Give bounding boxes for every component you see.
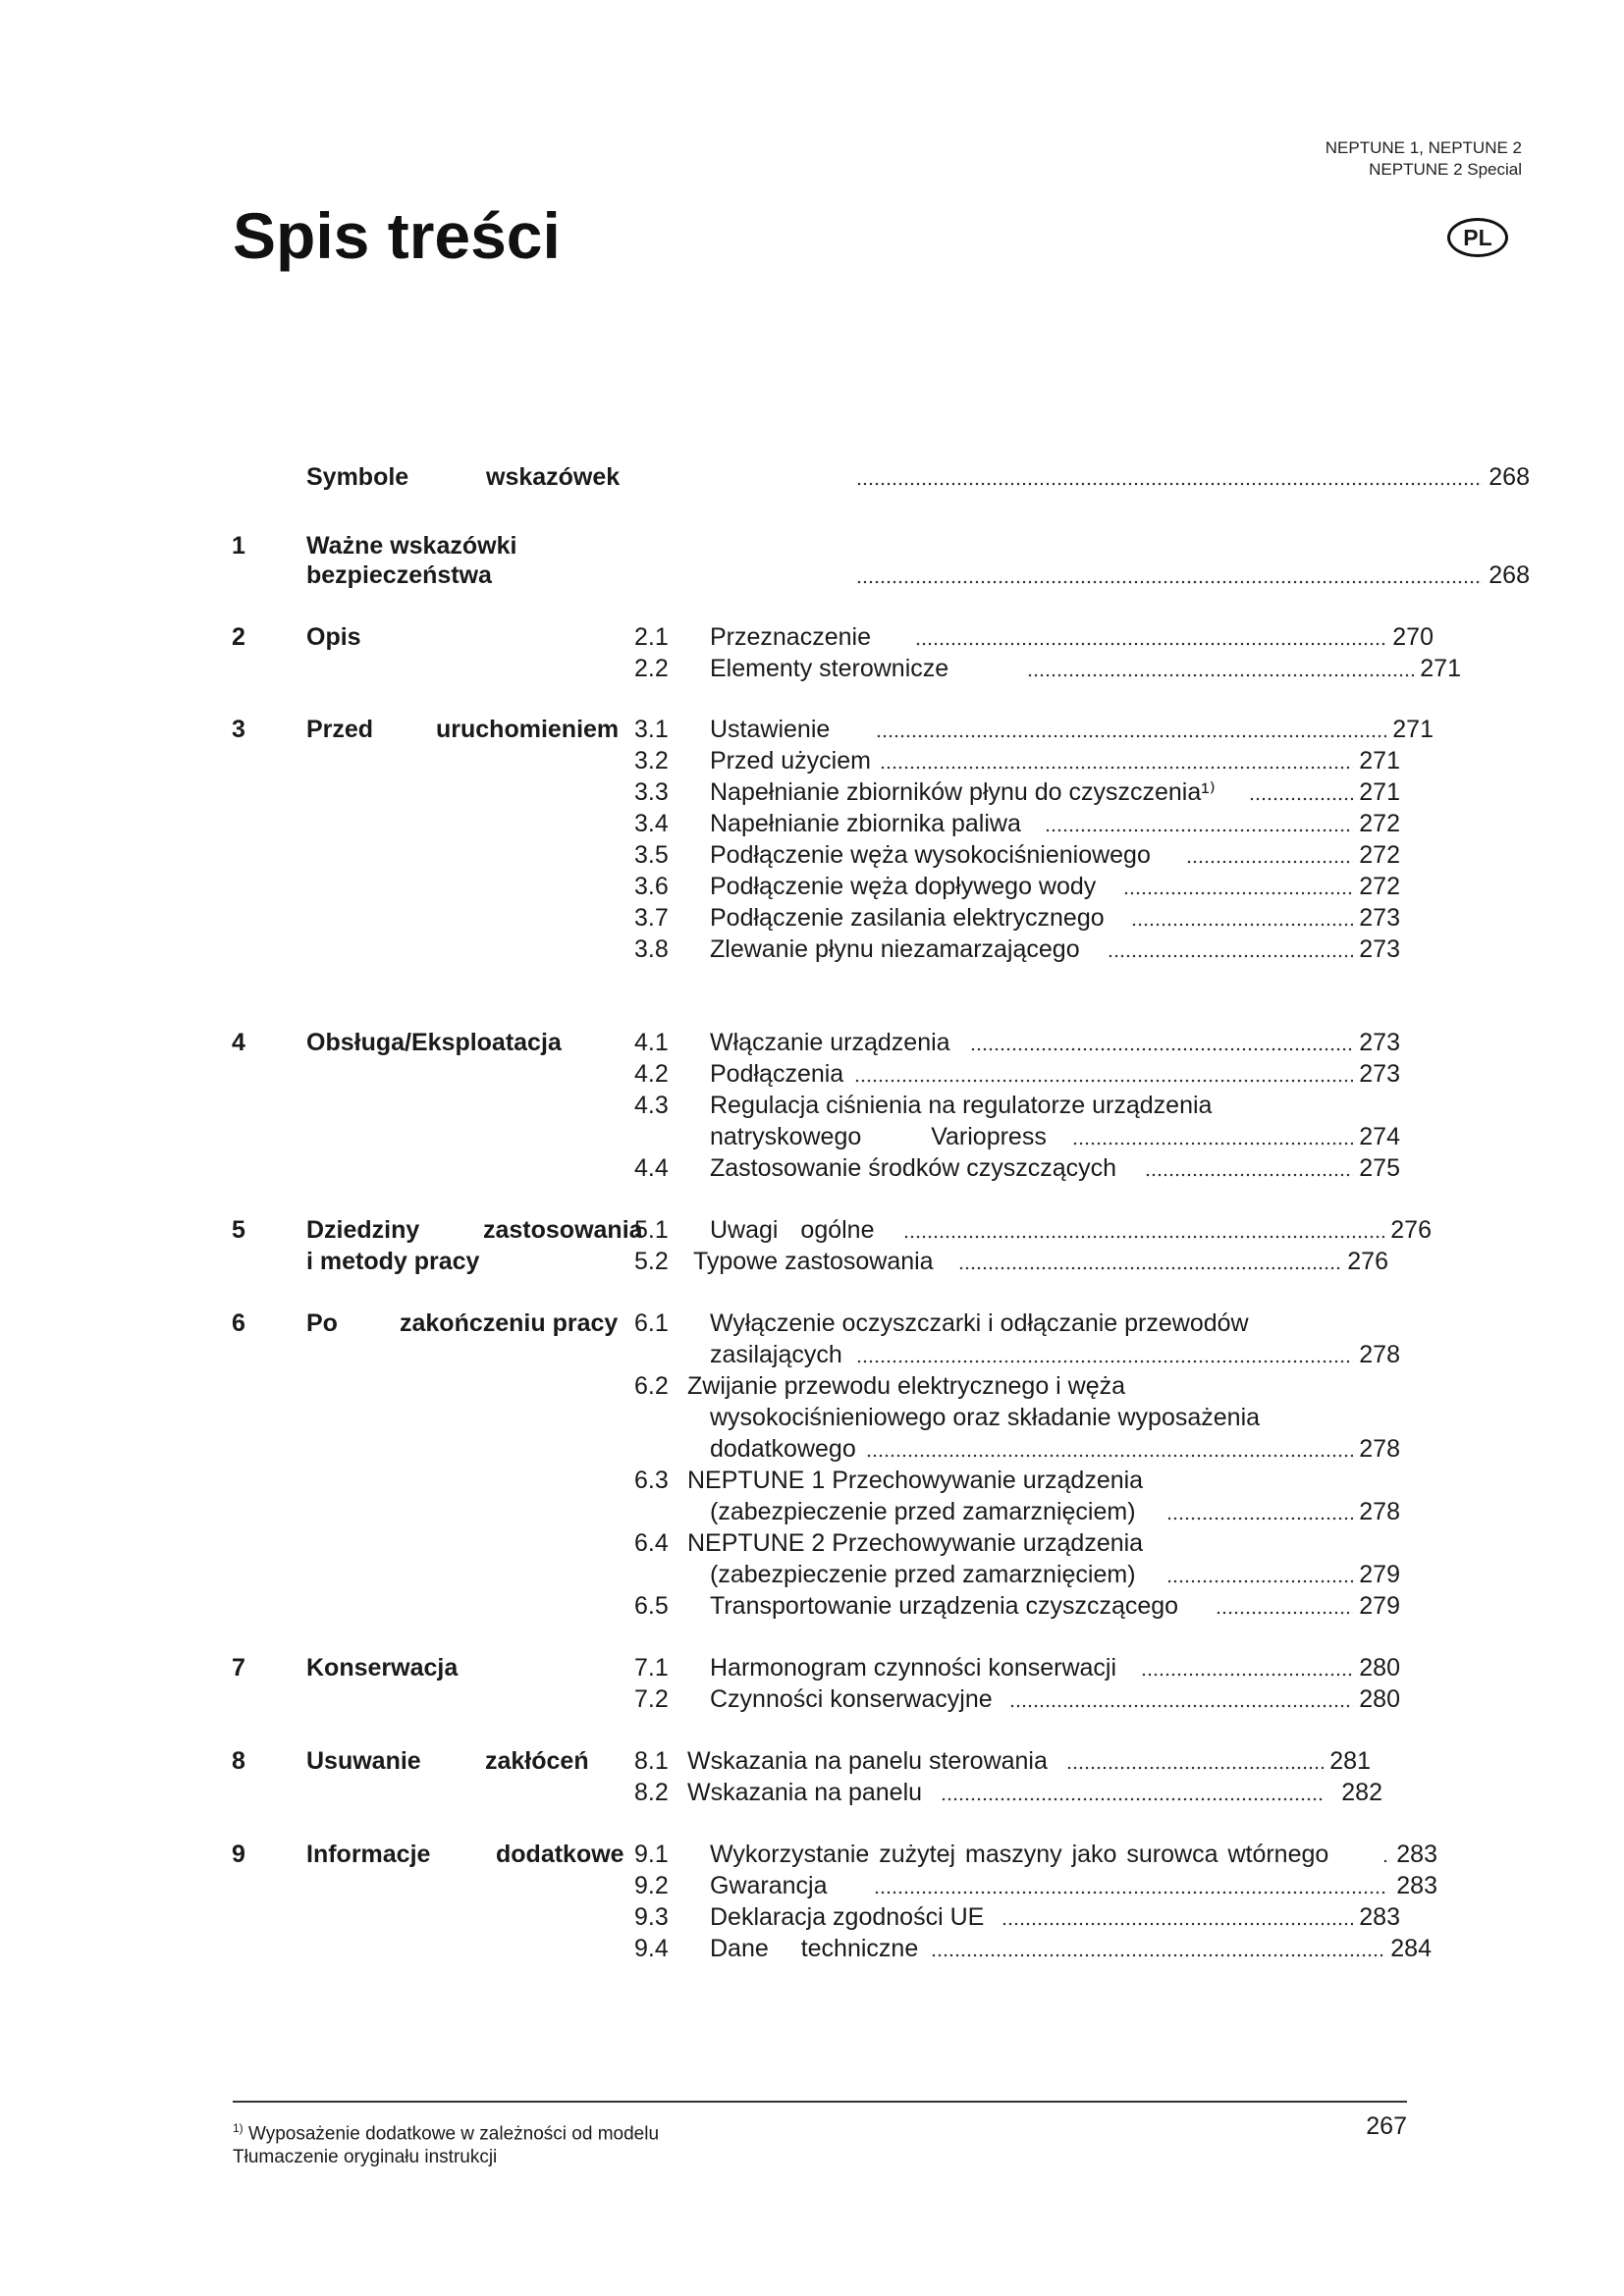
section-number: 2	[232, 623, 245, 651]
toc-page[interactable]: 283	[1396, 1872, 1437, 1899]
toc-entry[interactable]: Dane techniczne	[710, 1935, 919, 1962]
toc-entry[interactable]: Ustawienie	[710, 716, 831, 743]
toc-page[interactable]: 278	[1359, 1435, 1400, 1463]
footnote-line	[233, 2116, 659, 2146]
toc-subnumber: 9.2	[634, 1872, 669, 1899]
toc-section-2-title[interactable]: Opis	[306, 623, 361, 651]
toc-section-3-title-b[interactable]: uruchomieniem	[436, 716, 620, 743]
toc-section-6-title-b[interactable]: zakończeniu pracy	[400, 1309, 619, 1337]
dot-leader	[1141, 1652, 1353, 1678]
toc-section-5-title-line2[interactable]: i metody pracy	[306, 1248, 480, 1275]
dot-leader	[1249, 776, 1353, 802]
toc-section-5-title-b[interactable]: zastosowania	[483, 1216, 643, 1244]
dot-leader	[1166, 1559, 1353, 1584]
toc-page[interactable]: 271	[1392, 716, 1434, 743]
dot-leader	[854, 1058, 1353, 1084]
toc-page[interactable]: 273	[1359, 904, 1400, 932]
toc-entry-continued[interactable]: natryskowego Variopress	[710, 1123, 1047, 1150]
toc-entry-continued[interactable]: dodatkowego	[710, 1435, 856, 1463]
toc-subnumber: 8.1	[634, 1747, 669, 1775]
toc-section-5-title[interactable]: Dziedziny	[306, 1216, 420, 1244]
dot-leader	[1066, 1745, 1324, 1771]
dot-leader	[1216, 1590, 1353, 1616]
toc-section-1-title-line2[interactable]: bezpieczeństwa	[306, 561, 492, 589]
toc-page[interactable]: 273	[1359, 935, 1400, 963]
toc-page[interactable]: 278	[1359, 1498, 1400, 1525]
model-line-1: NEPTUNE 1, NEPTUNE 2	[1325, 138, 1522, 157]
toc-entry[interactable]: Napełnianie zbiornika paliwa	[710, 810, 1021, 837]
dot-leader	[1027, 653, 1414, 678]
toc-page[interactable]: 284	[1390, 1935, 1432, 1962]
toc-subnumber: 6.1	[634, 1309, 669, 1337]
toc-subnumber: 3.4	[634, 810, 669, 837]
toc-entry-continued[interactable]: (zabezpieczenie przed zamarznięciem)	[710, 1561, 1136, 1588]
toc-section-4-title[interactable]: Obsługa/Eksploatacja	[306, 1029, 562, 1056]
toc-section-3-title[interactable]: Przed	[306, 716, 374, 743]
toc-page[interactable]: 279	[1359, 1592, 1400, 1620]
toc-subnumber: 4.2	[634, 1060, 669, 1088]
toc-page[interactable]: 268	[1489, 561, 1530, 589]
toc-page[interactable]: 270	[1392, 623, 1434, 651]
toc-subnumber: 3.7	[634, 904, 669, 932]
toc-page[interactable]: 271	[1420, 655, 1461, 682]
toc-page[interactable]: 280	[1359, 1654, 1400, 1682]
toc-section-7-title[interactable]: Konserwacja	[306, 1654, 459, 1682]
model-line-2: NEPTUNE 2 Special	[1369, 160, 1522, 179]
section-number: 3	[232, 716, 245, 743]
dot-leader	[1045, 808, 1353, 833]
toc-page[interactable]: 275	[1359, 1154, 1400, 1182]
toc-section-6-title[interactable]: Po	[306, 1309, 338, 1337]
dot-leader	[1108, 934, 1353, 959]
toc-entry[interactable]: Wykorzystanie zużytej maszyny jako surowca wtórnego	[710, 1841, 1329, 1868]
toc-page[interactable]: 271	[1359, 747, 1400, 774]
toc-entry-continued[interactable]: zasilających	[710, 1341, 842, 1368]
toc-subnumber: 6.5	[634, 1592, 669, 1620]
toc-entry[interactable]: Harmonogram czynności konserwacji	[710, 1654, 1117, 1682]
toc-entry-symbols-a[interactable]: Symbole	[306, 463, 409, 491]
section-number: 7	[232, 1654, 245, 1682]
toc-subnumber: 3.2	[634, 747, 669, 774]
toc-entry[interactable]: Podłączenie zasilania elektrycznego	[710, 904, 1105, 932]
toc-subnumber: 3.5	[634, 841, 669, 869]
toc-subnumber: 4.4	[634, 1154, 669, 1182]
section-number: 9	[232, 1841, 245, 1868]
toc-entry[interactable]: Podłączenia	[710, 1060, 844, 1088]
toc-entry[interactable]: Podłączenie węża wysokociśnieniowego	[710, 841, 1151, 869]
dot-leader	[1131, 902, 1353, 928]
section-number: 5	[232, 1216, 245, 1244]
toc-subnumber: 5.2	[634, 1248, 669, 1275]
dot-leader	[958, 1246, 1341, 1271]
toc-entry[interactable]: Wskazania na panelu	[687, 1779, 923, 1806]
toc-page[interactable]: 272	[1359, 841, 1400, 869]
toc-subnumber: 3.1	[634, 716, 669, 743]
dot-leader	[941, 1777, 1324, 1802]
toc-entry[interactable]: Gwarancja	[710, 1872, 828, 1899]
toc-entry[interactable]: Uwagi ogólne	[710, 1216, 875, 1244]
toc-page[interactable]: 272	[1359, 873, 1400, 900]
toc-section-9-title-b[interactable]: dodatkowe	[496, 1841, 624, 1868]
translation-note: Tłumaczenie oryginału instrukcji	[233, 2147, 498, 2168]
toc-subnumber: 3.6	[634, 873, 669, 900]
footer-divider	[233, 2101, 1407, 2103]
toc-page[interactable]: 276	[1390, 1216, 1432, 1244]
toc-entry[interactable]: Zastosowanie środków czyszczących	[710, 1154, 1117, 1182]
toc-page[interactable]: 273	[1359, 1060, 1400, 1088]
toc-subnumber: 9.4	[634, 1935, 669, 1962]
toc-subnumber: 3.8	[634, 935, 669, 963]
dot-leader	[866, 1433, 1353, 1459]
dot-leader	[1382, 1839, 1390, 1864]
toc-page[interactable]: 274	[1359, 1123, 1400, 1150]
toc-subnumber: 2.2	[634, 655, 669, 682]
toc-entry[interactable]: Przeznaczenie	[710, 623, 871, 651]
toc-subnumber: 4.1	[634, 1029, 669, 1056]
toc-section-1-title[interactable]: Ważne wskazówki	[306, 532, 517, 560]
toc-subnumber: 8.2	[634, 1779, 669, 1806]
toc-subnumber: 2.1	[634, 623, 669, 651]
toc-entry[interactable]: Czynności konserwacyjne	[710, 1685, 993, 1713]
language-badge: PL	[1447, 218, 1508, 257]
dot-leader	[1166, 1496, 1353, 1522]
page-number: 267	[1366, 2112, 1407, 2140]
dot-leader	[1123, 871, 1353, 896]
toc-page[interactable]: 278	[1359, 1341, 1400, 1368]
toc-entry-continued[interactable]: wysokociśnieniowego oraz składanie wyposażenia	[710, 1404, 1261, 1431]
toc-section-8-title-b[interactable]: zakłóceń	[485, 1747, 589, 1775]
dot-leader	[856, 1339, 1353, 1364]
toc-page[interactable]: 281	[1329, 1747, 1371, 1775]
footnote-text: Wyposażenie dodatkowe w zależności od modelu	[247, 2123, 660, 2145]
toc-entry[interactable]: Zlewanie płynu niezamarzającego	[710, 935, 1080, 963]
toc-subnumber: 6.2	[634, 1372, 669, 1400]
toc-page[interactable]: 268	[1489, 463, 1530, 491]
dot-leader	[1186, 839, 1353, 865]
toc-subnumber: 4.3	[634, 1092, 669, 1119]
toc-entry[interactable]: Wskazania na panelu sterowania	[687, 1747, 1048, 1775]
toc-page[interactable]: 279	[1359, 1561, 1400, 1588]
dot-leader	[1001, 1901, 1353, 1927]
toc-entry[interactable]: Napełnianie zbiorników płynu do czyszczenia¹⁾	[710, 778, 1216, 806]
dot-leader	[856, 461, 1483, 487]
toc-entry[interactable]: Wyłączenie oczyszczarki i odłączanie przewodów	[710, 1309, 1249, 1337]
toc-section-9-title[interactable]: Informacje	[306, 1841, 431, 1868]
toc-subnumber: 6.4	[634, 1529, 669, 1557]
toc-entry[interactable]: Transportowanie urządzenia czyszczącego	[710, 1592, 1179, 1620]
section-number: 1	[232, 532, 245, 560]
toc-subnumber: 7.1	[634, 1654, 669, 1682]
toc-subnumber: 5.1	[634, 1216, 669, 1244]
toc-page[interactable]: 272	[1359, 810, 1400, 837]
toc-entry[interactable]: Regulacja ciśnienia na regulatorze urządzenia	[710, 1092, 1213, 1119]
toc-entry[interactable]: Zwijanie przewodu elektrycznego i węża	[687, 1372, 1126, 1400]
toc-page[interactable]: 280	[1359, 1685, 1400, 1713]
toc-entry[interactable]: NEPTUNE 2 Przechowywanie urządzenia	[687, 1529, 1144, 1557]
toc-entry-symbols-b[interactable]: wskazówek	[486, 463, 621, 491]
toc-entry[interactable]: Typowe zastosowania	[693, 1248, 934, 1275]
toc-page[interactable]: 283	[1359, 1903, 1400, 1931]
toc-page[interactable]: 283	[1396, 1841, 1437, 1868]
dot-leader	[1009, 1683, 1353, 1709]
toc-entry[interactable]: Deklaracja zgodności UE	[710, 1903, 985, 1931]
toc-entry-continued[interactable]: (zabezpieczenie przed zamarznięciem)	[710, 1498, 1136, 1525]
toc-page[interactable]: 282	[1341, 1779, 1382, 1806]
dot-leader	[1145, 1152, 1353, 1178]
toc-page[interactable]: 271	[1359, 778, 1400, 806]
dot-leader	[880, 745, 1353, 771]
section-number: 8	[232, 1747, 245, 1775]
section-number: 4	[232, 1029, 245, 1056]
dot-leader	[931, 1933, 1384, 1958]
dot-leader	[856, 560, 1483, 585]
toc-section-8-title[interactable]: Usuwanie	[306, 1747, 421, 1775]
toc-entry[interactable]: Elementy sterownicze	[710, 655, 949, 682]
toc-entry[interactable]: Podłączenie węża dopływego wody	[710, 873, 1097, 900]
dot-leader	[876, 714, 1386, 739]
toc-entry[interactable]: NEPTUNE 1 Przechowywanie urządzenia	[687, 1467, 1144, 1494]
dot-leader	[874, 1870, 1388, 1896]
dot-leader	[1072, 1121, 1353, 1147]
toc-subnumber: 7.2	[634, 1685, 669, 1713]
toc-entry[interactable]: Przed użyciem	[710, 747, 871, 774]
page-title: Spis treści	[233, 199, 561, 272]
toc-page[interactable]: 273	[1359, 1029, 1400, 1056]
toc-subnumber: 9.3	[634, 1903, 669, 1931]
footnote	[233, 2116, 659, 2169]
dot-leader	[970, 1027, 1353, 1052]
section-number: 6	[232, 1309, 245, 1337]
dot-leader	[903, 1214, 1384, 1240]
toc-page[interactable]: 276	[1347, 1248, 1388, 1275]
toc-subnumber: 6.3	[634, 1467, 669, 1494]
dot-leader	[915, 621, 1386, 647]
toc-entry[interactable]: Włączanie urządzenia	[710, 1029, 950, 1056]
footnote-mark: 1)	[233, 2121, 244, 2135]
toc-subnumber: 3.3	[634, 778, 669, 806]
toc-subnumber: 9.1	[634, 1841, 669, 1868]
